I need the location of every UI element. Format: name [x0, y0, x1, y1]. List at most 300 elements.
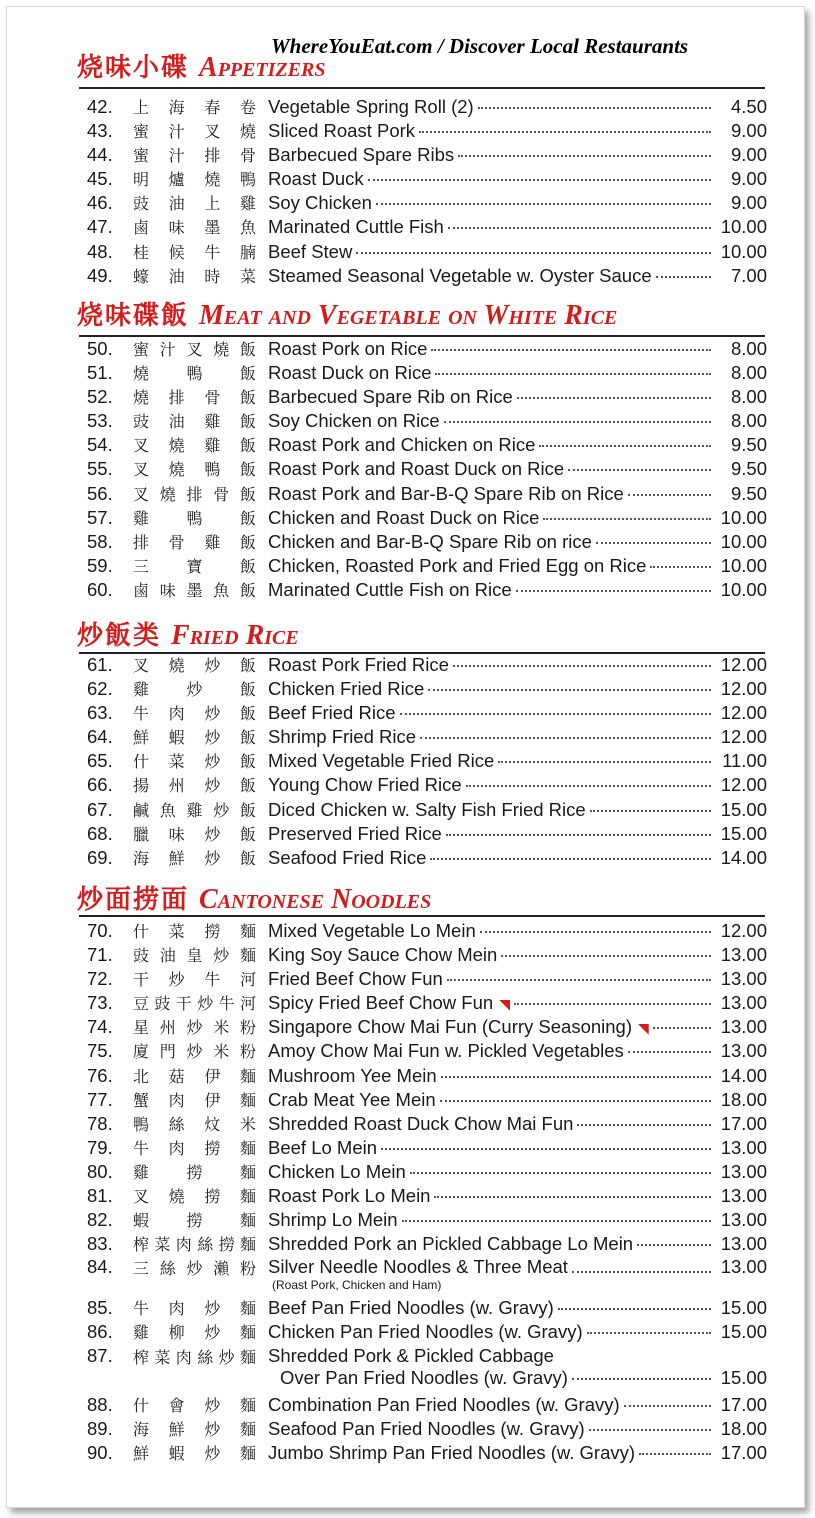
item-number: 43. [87, 120, 113, 142]
menu-item [87, 1256, 767, 1296]
menu-item [87, 1184, 767, 1208]
item-chinese-name: 雞炒飯 [133, 680, 256, 700]
menu-item [87, 554, 767, 578]
item-price: 15.00 [720, 798, 767, 820]
menu-item [87, 457, 767, 481]
menu-item [87, 1112, 767, 1136]
chili-pepper-icon: ◥ [638, 1020, 649, 1037]
item-price: 8.00 [730, 362, 767, 384]
item-chinese-name: 牛肉撈麵 [133, 1138, 256, 1158]
item-price: 13.00 [720, 1160, 767, 1182]
dot-leader [650, 566, 711, 568]
item-chinese-name: 鹵味墨魚 [133, 218, 256, 238]
item-name: Barbecued Spare Rib on Rice [268, 386, 513, 408]
dot-leader [444, 421, 711, 423]
item-number: 45. [87, 168, 113, 190]
item-price: 12.00 [720, 702, 767, 724]
item-name-block [268, 1345, 767, 1389]
menu-item-list [87, 95, 767, 288]
menu-item [87, 798, 767, 822]
item-price: 13.00 [720, 992, 767, 1014]
item-name-main: Silver Needle Noodles & Three Meat [268, 1256, 568, 1278]
item-name: Beef Stew [268, 240, 353, 262]
item-name: Shredded Pork an Pickled Cabbage Lo Mein [268, 1233, 634, 1255]
dot-leader [440, 1100, 711, 1102]
item-chinese-name: 鹹魚雞炒飯 [133, 800, 256, 820]
item-number: 62. [87, 678, 113, 700]
site-watermark: WhereYouEat.com / Discover Local Restaurants [271, 34, 689, 58]
item-name: Shrimp Lo Mein [268, 1209, 398, 1231]
dot-leader [376, 203, 711, 205]
item-number: 69. [87, 846, 113, 868]
item-price: 15.00 [720, 1297, 767, 1319]
item-chinese-name: 星州炒米粉 [133, 1018, 256, 1038]
item-number: 57. [87, 506, 113, 528]
menu-item [87, 749, 767, 773]
item-price: 13.00 [720, 1233, 767, 1255]
item-number: 63. [87, 702, 113, 724]
item-name: Seafood Fried Rice [268, 846, 427, 868]
item-price: 13.00 [720, 1016, 767, 1038]
item-name: Roast Pork on Rice [268, 338, 428, 359]
section-title-chinese: 烧味小碟 [77, 53, 190, 83]
item-name: Barbecued Spare Ribs [268, 144, 455, 166]
item-price: 8.00 [730, 410, 767, 432]
item-price: 9.00 [730, 192, 767, 214]
menu-item [87, 409, 767, 433]
item-chinese-name: 三寶飯 [133, 556, 256, 576]
dot-leader [624, 1405, 711, 1407]
item-number: 87. [87, 1344, 113, 1366]
item-chinese-name: 叉燒撈麵 [133, 1187, 256, 1207]
item-number: 64. [87, 726, 113, 748]
dot-leader [514, 1003, 711, 1005]
item-chinese-name: 榨菜肉絲炒麵 [133, 1347, 256, 1367]
section-divider [79, 87, 765, 89]
menu-item [87, 337, 767, 361]
item-chinese-name: 桂候牛腩 [133, 242, 256, 262]
item-name: Mixed Vegetable Fried Rice [268, 750, 495, 772]
item-name: Amoy Chow Mai Fun w. Pickled Vegetables [268, 1040, 624, 1062]
dot-leader [478, 107, 711, 109]
item-price: 8.00 [730, 338, 767, 359]
dot-leader [441, 1076, 711, 1078]
item-number: 42. [87, 96, 113, 117]
item-name: Singapore Chow Mai Fun (Curry Seasoning) [268, 1016, 633, 1038]
menu-item [87, 653, 767, 677]
section-title [77, 879, 431, 915]
menu-item [87, 701, 767, 725]
item-name: Seafood Pan Fried Noodles (w. Gravy) [268, 1417, 585, 1439]
item-number: 54. [87, 434, 113, 456]
item-number: 79. [87, 1136, 113, 1158]
item-number: 44. [87, 144, 113, 166]
menu-item [87, 677, 767, 701]
item-name: Mixed Vegetable Lo Mein [268, 920, 476, 941]
item-number: 48. [87, 240, 113, 262]
dot-leader [516, 590, 711, 592]
item-name: Jumbo Shrimp Pan Fried Noodles (w. Gravy) [268, 1441, 636, 1463]
dot-leader [517, 397, 711, 399]
item-price: 10.00 [720, 240, 767, 262]
menu-item [87, 191, 767, 215]
item-price: 12.00 [720, 654, 767, 675]
item-name: Soy Chicken [268, 192, 372, 214]
item-price: 8.00 [730, 386, 767, 408]
menu-item [87, 264, 767, 288]
dot-leader [587, 1332, 711, 1334]
dot-leader [653, 1027, 711, 1029]
item-chinese-name: 廈門炒米粉 [133, 1042, 256, 1062]
menu-item [87, 846, 767, 870]
item-chinese-name: 三絲炒瀨粉 [133, 1259, 256, 1279]
item-name: Roast Pork Lo Mein [268, 1185, 431, 1207]
section-title-chinese: 烧味碟飯 [77, 301, 190, 331]
item-number: 83. [87, 1233, 113, 1255]
item-price: 10.00 [720, 506, 767, 528]
item-chinese-name: 蜜汁叉燒 [133, 122, 256, 142]
menu-item [87, 1441, 767, 1465]
item-name: Fried Beef Chow Fun [268, 968, 443, 990]
menu-item [87, 240, 767, 264]
section-title [77, 47, 325, 83]
dot-leader [368, 179, 711, 181]
dot-leader [628, 1051, 711, 1053]
item-number: 70. [87, 920, 113, 941]
menu-item [87, 119, 767, 143]
item-name: Chicken, Roasted Pork and Fried Egg on Rice [268, 554, 647, 576]
item-number: 85. [87, 1297, 113, 1319]
item-number: 52. [87, 386, 113, 408]
item-number: 60. [87, 578, 113, 600]
item-price: 14.00 [720, 1064, 767, 1086]
menu-item [87, 1064, 767, 1088]
menu-item [87, 822, 767, 846]
menu-item [87, 1345, 767, 1393]
menu-item [87, 1232, 767, 1256]
dot-leader [434, 1196, 711, 1198]
dot-leader [539, 445, 711, 447]
menu-item [87, 530, 767, 554]
item-chinese-name: 什會炒麵 [133, 1395, 256, 1415]
dot-leader [639, 1453, 711, 1455]
item-price: 9.00 [730, 120, 767, 142]
item-name: Shredded Roast Duck Chow Mai Fun [268, 1112, 574, 1134]
item-price: 13.00 [720, 1040, 767, 1062]
item-price: 9.50 [730, 434, 767, 456]
item-chinese-name: 海鮮炒飯 [133, 848, 256, 868]
menu-item [87, 1088, 767, 1112]
menu-item [87, 773, 767, 797]
item-name-continued: Over Pan Fried Noodles (w. Gravy) [280, 1366, 568, 1388]
item-number: 50. [87, 338, 113, 359]
item-number: 80. [87, 1160, 113, 1182]
dot-leader [458, 155, 711, 157]
item-number: 61. [87, 654, 113, 675]
item-name: Young Chow Fried Rice [268, 774, 462, 796]
item-price: 13.00 [720, 1136, 767, 1158]
item-chinese-name: 燒鴨飯 [133, 364, 256, 384]
menu-item [87, 578, 767, 602]
item-name: Mushroom Yee Mein [268, 1064, 437, 1086]
item-price: 12.00 [720, 726, 767, 748]
item-name [268, 1256, 568, 1292]
dot-leader [637, 1244, 711, 1246]
section-divider [79, 915, 765, 917]
item-number: 89. [87, 1417, 113, 1439]
item-number: 46. [87, 192, 113, 214]
item-number: 88. [87, 1393, 113, 1415]
item-price: 12.00 [720, 678, 767, 700]
item-name: Chicken and Bar-B-Q Spare Rib on rice [268, 530, 592, 552]
dot-leader [590, 810, 711, 812]
item-chinese-name: 叉燒排骨飯 [133, 484, 256, 504]
item-chinese-name: 鮮蝦炒麵 [133, 1443, 256, 1463]
item-name: Roast Pork Fried Rice [268, 654, 449, 675]
item-chinese-name: 什菜撈麵 [133, 922, 256, 941]
dot-leader [356, 252, 711, 254]
menu-item [87, 1296, 767, 1320]
item-name: Chicken Fried Rice [268, 678, 425, 700]
item-chinese-name: 北菇伊麵 [133, 1066, 256, 1086]
item-name: Chicken and Roast Duck on Rice [268, 506, 540, 528]
item-price: 17.00 [720, 1393, 767, 1415]
section-title-english: Meat and Vegetable on White Rice [199, 300, 618, 331]
item-number: 55. [87, 458, 113, 480]
item-chinese-name: 榨菜肉絲撈麵 [133, 1235, 256, 1255]
section-title-chinese: 炒飯类 [77, 621, 162, 651]
menu-item [87, 385, 767, 409]
item-number: 82. [87, 1209, 113, 1231]
item-chinese-name: 明爐燒鴨 [133, 170, 256, 190]
item-number: 73. [87, 992, 113, 1014]
item-chinese-name: 雞柳炒麵 [133, 1323, 256, 1343]
menu-item [87, 482, 767, 506]
item-name: Marinated Cuttle Fish on Rice [268, 578, 512, 600]
dot-leader [428, 689, 711, 691]
item-number: 68. [87, 822, 113, 844]
dot-leader [501, 955, 711, 957]
chili-pepper-icon: ◥ [499, 996, 510, 1013]
item-number: 51. [87, 362, 113, 384]
item-price: 14.00 [720, 846, 767, 868]
menu-item [87, 1320, 767, 1344]
item-chinese-name: 干炒牛河 [133, 970, 256, 990]
item-name: Beef Fried Rice [268, 702, 396, 724]
dot-leader [419, 131, 711, 133]
item-price: 12.00 [720, 920, 767, 941]
item-number: 74. [87, 1016, 113, 1038]
item-number: 78. [87, 1112, 113, 1134]
menu-item [87, 1039, 767, 1063]
item-name: Shrimp Fried Rice [268, 726, 417, 748]
item-chinese-name: 蠔油時菜 [133, 266, 256, 286]
item-number: 86. [87, 1321, 113, 1343]
item-name: Preserved Fried Rice [268, 822, 442, 844]
item-name: Shredded Pork & Pickled Cabbage [268, 1344, 554, 1366]
dot-leader [448, 227, 711, 229]
menu-item-list [87, 919, 767, 1465]
item-price: 10.00 [720, 216, 767, 238]
item-price: 7.00 [730, 264, 767, 286]
item-name: Roast Duck on Rice [268, 362, 432, 384]
item-number: 58. [87, 530, 113, 552]
dot-leader [466, 785, 711, 787]
item-price: 15.00 [720, 822, 767, 844]
item-number: 53. [87, 410, 113, 432]
menu-item [87, 1160, 767, 1184]
item-price: 9.50 [730, 482, 767, 504]
item-chinese-name: 蜜汁排骨 [133, 146, 256, 166]
menu-item [87, 991, 767, 1015]
item-price: 9.50 [730, 458, 767, 480]
item-price: 17.00 [720, 1441, 767, 1463]
menu-item [87, 215, 767, 239]
item-chinese-name: 鹵味墨魚飯 [133, 580, 256, 600]
item-chinese-name: 雞撈麵 [133, 1162, 256, 1182]
item-price: 13.00 [720, 944, 767, 966]
dot-leader [453, 665, 711, 667]
dot-leader [435, 373, 711, 375]
menu-item [87, 143, 767, 167]
dot-leader [400, 713, 712, 715]
item-name: Soy Chicken on Rice [268, 410, 440, 432]
item-number: 47. [87, 216, 113, 238]
dot-leader [430, 858, 711, 860]
dot-leader [568, 469, 711, 471]
menu-item [87, 919, 767, 943]
item-name: Crab Meat Yee Mein [268, 1088, 436, 1110]
item-name: Beef Pan Fried Noodles (w. Gravy) [268, 1297, 554, 1319]
item-number: 76. [87, 1064, 113, 1086]
item-price: 13.00 [720, 1185, 767, 1207]
item-chinese-name: 燒排骨飯 [133, 388, 256, 408]
item-number: 65. [87, 750, 113, 772]
item-name-note: (Roast Pork, Chicken and Ham) [272, 1278, 442, 1293]
dot-leader [656, 276, 711, 278]
item-number: 77. [87, 1088, 113, 1110]
item-price: 10.00 [720, 530, 767, 552]
item-chinese-name: 叉燒雞飯 [133, 436, 256, 456]
item-name: Roast Pork and Bar-B-Q Spare Rib on Rice [268, 482, 624, 504]
menu-item [87, 967, 767, 991]
dot-leader [410, 1172, 711, 1174]
menu-item [87, 1136, 767, 1160]
item-chinese-name: 排骨雞飯 [133, 532, 256, 552]
item-name: Roast Duck [268, 168, 364, 190]
item-name: Combination Pan Fried Noodles (w. Gravy) [268, 1393, 620, 1415]
item-chinese-name: 海鮮炒麵 [133, 1419, 256, 1439]
dot-leader [431, 349, 711, 351]
menu-item-list [87, 337, 767, 602]
item-price: 13.00 [720, 1209, 767, 1231]
item-chinese-name: 叉燒炒飯 [133, 656, 256, 675]
dot-leader [572, 1271, 711, 1273]
item-chinese-name: 鮮蝦炒飯 [133, 728, 256, 748]
item-name: Steamed Seasonal Vegetable w. Oyster Sauce [268, 264, 652, 286]
item-chinese-name: 叉燒鴨飯 [133, 460, 256, 480]
item-number: 90. [87, 1441, 113, 1463]
item-price: 4.50 [730, 96, 767, 117]
menu-item [87, 1393, 767, 1417]
menu-item [87, 1417, 767, 1441]
item-chinese-name: 牛肉炒麵 [133, 1299, 256, 1319]
item-price: 11.00 [722, 750, 767, 772]
dot-leader [577, 1124, 711, 1126]
item-chinese-name: 臘味炒飯 [133, 824, 256, 844]
dot-leader [596, 542, 711, 544]
dot-leader [381, 1148, 711, 1150]
menu-page [6, 6, 805, 1508]
item-number: 81. [87, 1185, 113, 1207]
section-title-english: Cantonese Noodles [199, 884, 432, 915]
item-chinese-name: 蜜汁叉燒飯 [133, 340, 256, 359]
item-name: King Soy Sauce Chow Mein [268, 944, 498, 966]
item-name: Spicy Fried Beef Chow Fun [268, 992, 494, 1014]
item-chinese-name: 豉油雞飯 [133, 412, 256, 432]
item-name: Chicken Pan Fried Noodles (w. Gravy) [268, 1321, 583, 1343]
menu-item [87, 361, 767, 385]
item-price: 10.00 [720, 554, 767, 576]
section-title-chinese: 炒面捞面 [77, 885, 190, 915]
item-chinese-name: 雞鴨飯 [133, 508, 256, 528]
menu-item-list [87, 653, 767, 870]
item-name: Vegetable Spring Roll (2) [268, 96, 474, 117]
item-price: 18.00 [720, 1417, 767, 1439]
item-name: Roast Pork and Chicken on Rice [268, 434, 536, 456]
menu-item [87, 1208, 767, 1232]
item-chinese-name: 蝦撈麵 [133, 1211, 256, 1231]
menu-item [87, 1015, 767, 1039]
section-title-english: Fried Rice [171, 620, 299, 651]
section-title [77, 615, 299, 651]
item-price: 13.00 [720, 968, 767, 990]
item-chinese-name: 豉油上雞 [133, 194, 256, 214]
item-name: Roast Pork and Roast Duck on Rice [268, 458, 565, 480]
item-chinese-name: 什菜炒飯 [133, 752, 256, 772]
menu-item [87, 95, 767, 119]
item-name: Marinated Cuttle Fish [268, 216, 444, 238]
item-chinese-name: 揚州炒飯 [133, 776, 256, 796]
menu-item [87, 506, 767, 530]
menu-item [87, 167, 767, 191]
dot-leader [447, 979, 711, 981]
section-title-english: Appetizers [199, 52, 326, 83]
item-price: 10.00 [720, 578, 767, 600]
item-number: 72. [87, 968, 113, 990]
dot-leader [558, 1308, 711, 1310]
item-name: Diced Chicken w. Salty Fish Fried Rice [268, 798, 586, 820]
item-price: 9.00 [730, 144, 767, 166]
dot-leader [589, 1429, 711, 1431]
dot-leader [402, 1220, 711, 1222]
menu-item [87, 725, 767, 749]
item-number: 67. [87, 798, 113, 820]
item-chinese-name: 牛肉炒飯 [133, 704, 256, 724]
dot-leader [420, 737, 711, 739]
dot-leader [446, 834, 711, 836]
item-price: 15.00 [720, 1321, 767, 1343]
item-chinese-name: 鴨絲炆米 [133, 1114, 256, 1134]
item-number: 71. [87, 944, 113, 966]
item-price: 18.00 [720, 1088, 767, 1110]
section-title [77, 295, 617, 331]
menu-item [87, 433, 767, 457]
item-number: 66. [87, 774, 113, 796]
item-chinese-name: 蟹肉伊麵 [133, 1090, 256, 1110]
dot-leader [480, 931, 711, 933]
dot-leader [572, 1378, 711, 1380]
